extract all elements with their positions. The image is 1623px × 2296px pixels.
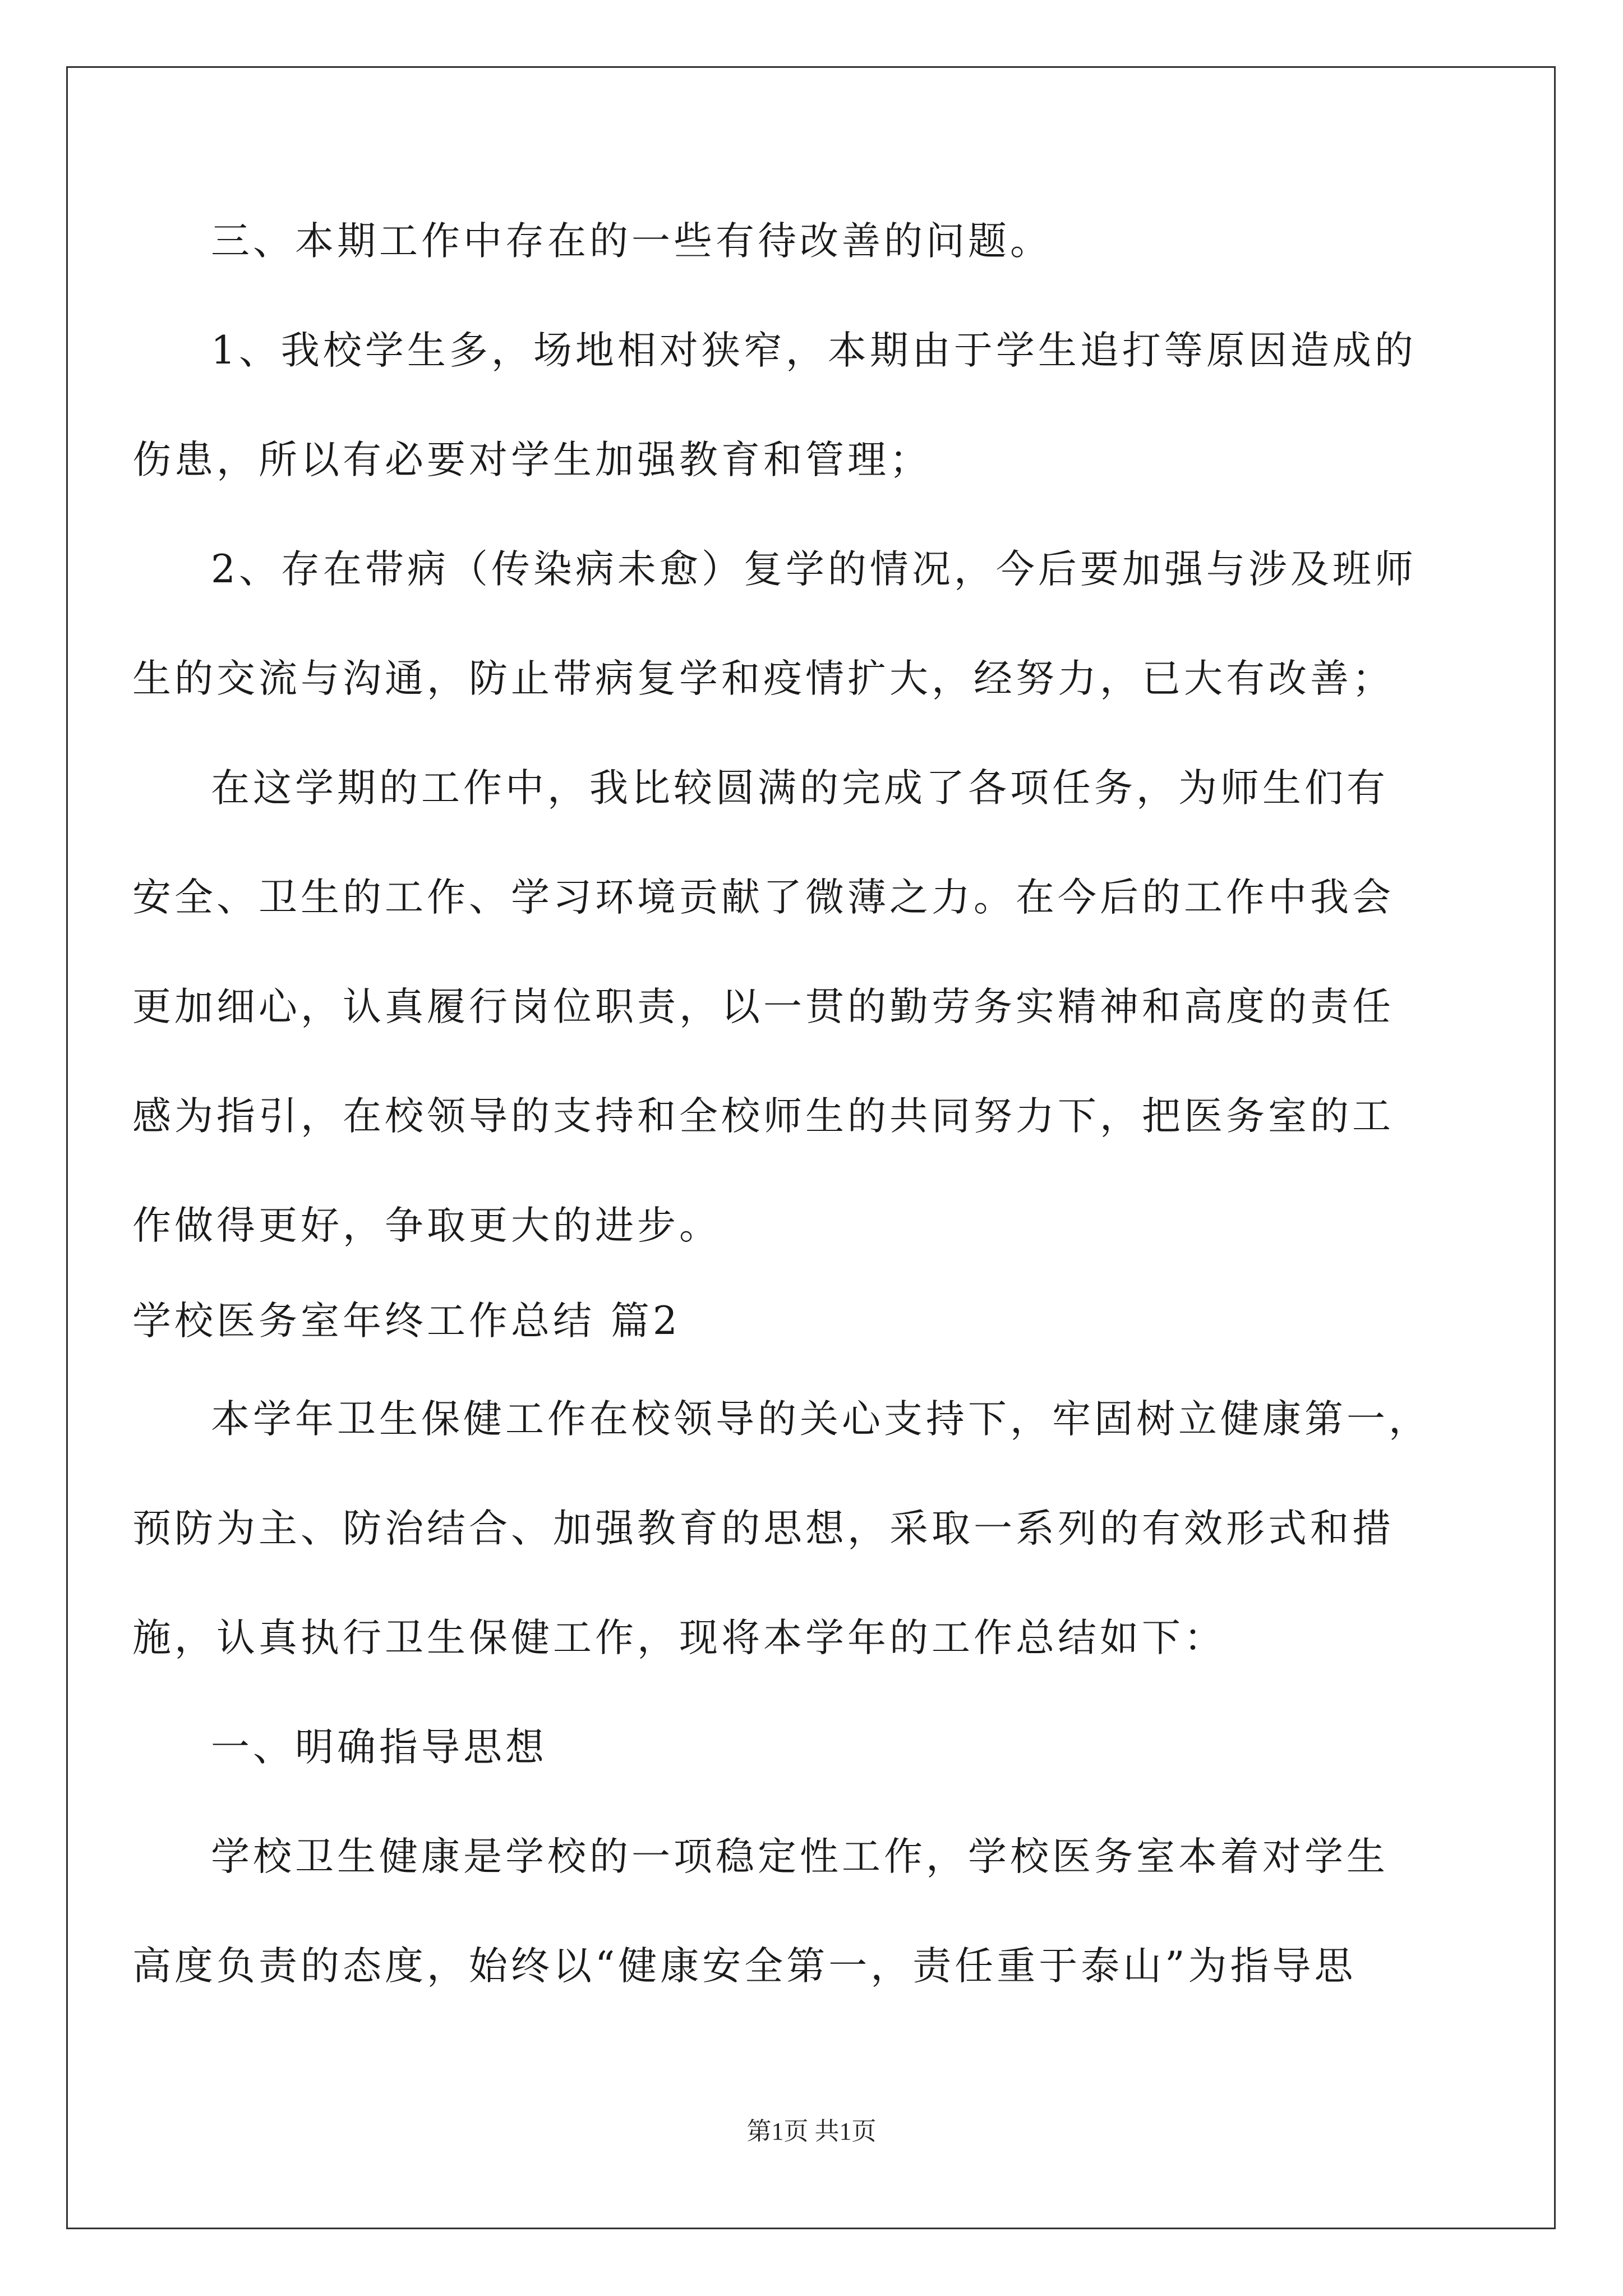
paragraph-line: 生的交流与沟通，防止带病复学和疫情扩大，经努力，已大有改善； [132,656,1394,701]
paragraph-line: 学校卫生健康是学校的一项稳定性工作，学校医务室本着对学生 [211,1834,1389,1879]
page-footer: 第1页 共1页 [746,2118,877,2145]
paragraph-line: 预防为主、防治结合、加强教育的思想，采取一系列的有效形式和措 [132,1506,1394,1551]
paragraph-line: 更加细心，认真履行岗位职责，以一贯的勤劳务实精神和高度的责任 [132,984,1394,1029]
article-title: 学校医务室年终工作总结 篇2 [132,1299,681,1343]
paragraph-line: 高度负责的态度，始终以“健康安全第一，责任重于泰山”为指导思 [132,1944,1357,1989]
paragraph-line: 在这学期的工作中，我比较圆满的完成了各项任务，为师生们有 [211,766,1389,811]
page-border [66,66,1556,2229]
paragraph-line: 本学年卫生保健工作在校领导的关心支持下，牢固树立健康第一， [211,1397,1431,1442]
paragraph-line: 2、存在带病（传染病未愈）复学的情况，今后要加强与涉及班师 [211,547,1417,592]
paragraph-line: 安全、卫生的工作、学习环境贡献了微薄之力。在今后的工作中我会 [132,875,1394,920]
section-heading-3: 三、本期工作中存在的一些有待改善的问题。 [211,219,1052,264]
section-heading-1: 一、明确指导思想 [211,1725,547,1770]
paragraph-line: 作做得更好，争取更大的进步。 [132,1203,721,1248]
paragraph-line: 1、我校学生多，场地相对狭窄，本期由于学生追打等原因造成的 [211,328,1417,373]
paragraph-line: 施，认真执行卫生保健工作，现将本学年的工作总结如下： [132,1616,1226,1660]
paragraph-line: 伤患，所以有必要对学生加强教育和管理； [132,438,932,482]
paragraph-line: 感为指引，在校领导的支持和全校师生的共同努力下，把医务室的工 [132,1094,1394,1139]
